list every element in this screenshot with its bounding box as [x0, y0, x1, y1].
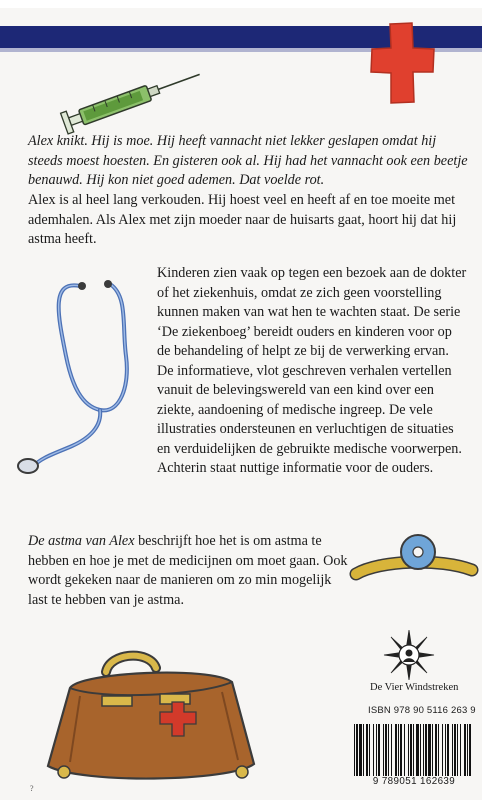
barcode-bar	[457, 724, 458, 776]
book-description: beschrijft hoe het is om astma te hebben en hoe je met de medicijnen om moet gaan. Ook wordt gekeken naar de manieren om zo min mogelijk last te hebben van je astma.	[28, 533, 348, 608]
barcode-bar	[385, 724, 387, 776]
barcode-bar	[460, 724, 461, 776]
barcode-bar	[435, 724, 437, 776]
barcode-bar	[376, 724, 377, 776]
barcode-bar	[423, 724, 424, 776]
barcode-bar	[452, 724, 453, 776]
head-mirror-icon	[350, 530, 480, 592]
series-info-paragraph: Kinderen zien vaak op tegen een bezoek aan de dokter of het ziekenhuis, omdat ze zich geen voorstelling kunnen maken van wat hen te wachten staat. De serie ‘De ziekenboeg’ bereidt ouders en kinderen voor op de behandeling of helpt ze bij de verwerking ervan. De informatieve, vlot geschreven verhalen vertellen vanuit de belevingswereld van een kind over een ziekte, aandoening of medische ingreep. De vele illustraties ondersteunen en verluchtigen de situaties en verduidelijken de gebruikte medische voorwerpen. Achterin staat nuttige informatie voor de ouders.	[157, 265, 467, 476]
barcode-bar	[420, 724, 421, 776]
book-title: De astma van Alex	[28, 533, 135, 549]
barcode-bar	[366, 724, 368, 776]
barcode-bar	[445, 724, 446, 776]
barcode-bar	[400, 724, 402, 776]
top-white-band	[0, 0, 482, 8]
intro-plain-paragraph: Alex is al heel lang verkouden. Hij hoest veel en heeft af en toe moeite met ademhalen. Als Alex met zijn moeder naar de huisarts gaat, hoort hij dat hij astma heeft.	[28, 192, 457, 247]
compass-rose-publisher-logo	[382, 628, 436, 682]
red-cross-icon	[368, 20, 438, 106]
barcode-bar	[467, 724, 468, 776]
barcode-bar	[432, 724, 433, 776]
barcode-bar	[354, 724, 355, 776]
corner-mark: ?	[30, 784, 34, 793]
barcode-bar	[408, 724, 409, 776]
intro-italic-paragraph: Alex knikt. Hij is moe. Hij heeft vannacht niet lekker geslapen omdat hij steeds moest hoesten. En gisteren ook al. Hij had het vannacht ook een beetje benauwd. Hij kon niet goed ademen. Dat voelde rot.	[28, 133, 468, 188]
barcode-bar	[373, 724, 374, 776]
barcode-bar	[398, 724, 399, 776]
publisher-name: De Vier Windstreken	[370, 682, 459, 693]
barcode-bar	[391, 724, 392, 776]
barcode-bar	[428, 724, 431, 776]
barcode-bar	[359, 724, 362, 776]
barcode-bar	[369, 724, 370, 776]
barcode-bar	[383, 724, 384, 776]
stethoscope-icon	[10, 276, 150, 486]
barcode	[352, 724, 476, 780]
barcode-bar	[388, 724, 389, 776]
barcode-bar	[464, 724, 466, 776]
book-description-paragraph	[28, 532, 348, 610]
barcode-bar	[454, 724, 456, 776]
barcode-bar	[425, 724, 427, 776]
barcode-bar	[442, 724, 443, 776]
barcode-bar	[395, 724, 397, 776]
barcode-bar	[410, 724, 412, 776]
barcode-bar	[363, 724, 364, 776]
barcode-bar	[378, 724, 380, 776]
doctor-bag-icon	[40, 636, 262, 786]
barcode-bar	[438, 724, 439, 776]
syringe-icon	[58, 72, 206, 126]
barcode-bar	[413, 724, 414, 776]
barcode-bar	[447, 724, 449, 776]
barcode-bar	[404, 724, 405, 776]
barcode-digits: 9 789051 162639	[372, 776, 456, 787]
barcode-bar	[416, 724, 419, 776]
barcode-bar	[469, 724, 471, 776]
barcode-bar	[356, 724, 358, 776]
isbn-number: ISBN 978 90 5116 263 9	[368, 705, 476, 716]
